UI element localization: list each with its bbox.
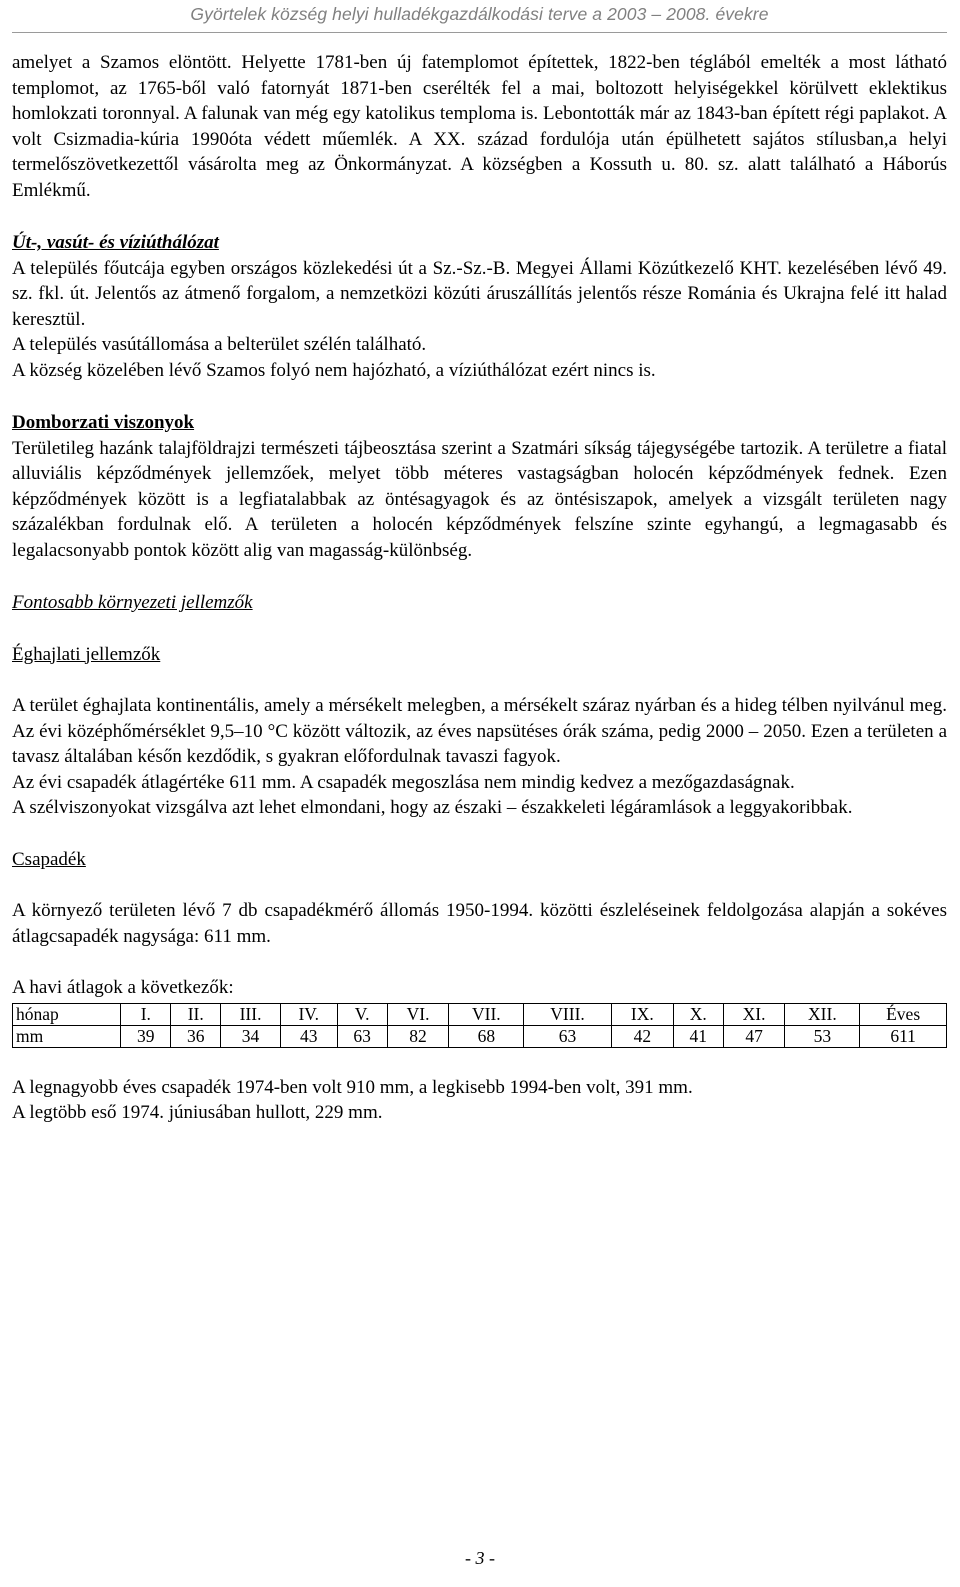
monthly-precip-table <box>12 1003 947 1048</box>
table-cell: 53 <box>785 1025 860 1047</box>
table-cell: 36 <box>171 1025 221 1047</box>
table-caption: A havi átlagok a következők: <box>12 977 234 998</box>
table-cell: III. <box>221 1003 281 1025</box>
table-cell: 34 <box>221 1025 281 1047</box>
transport-heading: Út-, vasút- és víziúthálózat <box>12 232 219 253</box>
table-cell: 41 <box>673 1025 723 1047</box>
table-cell: 43 <box>280 1025 337 1047</box>
precip-heading: Csapadék <box>12 848 86 870</box>
transport-paragraph-3: A község közelében lévő Szamos folyó nem hajózható, a víziúthálózat ezért nincs is. <box>12 359 656 381</box>
table-cell: mm <box>13 1025 121 1047</box>
table-cell: II. <box>171 1003 221 1025</box>
climate-paragraph-3: A szélviszonyokat vizsgálva azt lehet elmondani, hogy az északi – északkeleti légáramlások a leggyakoribbak. <box>12 797 853 818</box>
terrain-paragraph: Területileg hazánk talajföldrajzi természeti tájbeosztása szerint a Szatmári síkság tájegységébe tartozik. A területre a fiatal alluviális képződmények jellemzőek, melyet több méteres vastagságban holocén képződmények fednek. Ezen képződmények között is a legfiatalabbak az öntésagyagok és az öntésiszapok, amelyek a vizsgált területen nagy százalékban fordulnak elő. A területen a holocén képződmények felszíne szinte egyhangú, a legmagasabb és legalacsonyabb pontok között alig van magasság-különbség. <box>12 437 947 561</box>
table-cell: 82 <box>387 1025 449 1047</box>
terrain-section <box>12 410 947 563</box>
table-cell: Éves <box>860 1003 947 1025</box>
table-cell: 39 <box>121 1025 171 1047</box>
table-cell: X. <box>673 1003 723 1025</box>
table-cell: VII. <box>449 1003 524 1025</box>
table-cell: I. <box>121 1003 171 1025</box>
precip-paragraph-1: A környező területen lévő 7 db csapadékmérő állomás 1950-1994. közötti észleléseinek feldolgozása alapján a sokéves átlagcsapadék nagysága: 611 mm. <box>12 900 947 947</box>
transport-section <box>12 230 947 383</box>
transport-paragraph-2: A település vasútállomása a belterület szélén található. <box>12 334 427 355</box>
precip-paragraph-3: A legtöbb eső 1974. júniusában hullott, 229 mm. <box>12 1102 383 1123</box>
terrain-heading: Domborzati viszonyok <box>12 412 195 433</box>
table-cell: XII. <box>785 1003 860 1025</box>
climate-paragraph-1: A terület éghajlata kontinentális, amely a mérsékelt melegben, a mérsékelt száraz nyárban és a hideg télben nyilvánul meg. Az évi középhőmérséklet 9,5–10 °C között változik, az éves napsütéses órák száma, pedig 2000 – 2050. Ezen a területen a tavasz általában későn kezdődik, s gyakran előfordulnak tavaszi fagyok. <box>12 695 947 767</box>
precip-paragraph-2: A legnagyobb éves csapadék 1974-ben volt 910 mm, a legkisebb 1994-ben volt, 391 mm. <box>12 1076 693 1098</box>
table-row-mm <box>13 1025 947 1047</box>
table-cell: XI. <box>723 1003 785 1025</box>
table-cell: VIII. <box>524 1003 612 1025</box>
table-cell: 63 <box>524 1025 612 1047</box>
table-cell: VI. <box>387 1003 449 1025</box>
header-rule <box>12 32 947 33</box>
table-cell: IV. <box>280 1003 337 1025</box>
table-cell: hónap <box>13 1003 121 1025</box>
table-cell: IX. <box>611 1003 673 1025</box>
env-heading: Fontosabb környezeti jellemzők <box>12 592 253 613</box>
table-cell: V. <box>337 1003 387 1025</box>
page-number: - 3 - <box>465 1548 495 1568</box>
climate-heading: Éghajlati jellemzők <box>12 643 161 665</box>
transport-paragraph-1: A település főutcája egyben országos közlekedési út a Sz.-Sz.-B. Megyei Állami Közútkezelő KHT. kezelésében lévő 49. sz. fkl. út. Jelentős az átmenő forgalom, a nemzetközi közúti áruszállítás jelentős része Románia és Ukrajna felé itt halad keresztül. <box>12 257 947 330</box>
table-cell: 47 <box>723 1025 785 1047</box>
table-cell: 42 <box>611 1025 673 1047</box>
table-cell: 68 <box>449 1025 524 1047</box>
table-cell: 63 <box>337 1025 387 1047</box>
document-body <box>12 50 947 1126</box>
intro-paragraph: amelyet a Szamos elöntött. Helyette 1781-ben új fatemplomot építettek, 1822-ben téglából emelték a most látható templomot, az 1765-ből való fatornyát 1871-ben cserélték fel a mai, boltozott helyiségekkel körülvett eklektikus homlokzati toronnyal. A falunak van még egy katolikus temploma is. Lebontották már az 1843-ban épített régi paplakot. A volt Csizmadia-kúria 1990óta védett műemlék. A XX. század fordulója után épülhetett sajátos stílusban,a helyi termelőszövetkezettől vásárolta meg az Önkormányzat. A községben a Kossuth u. 80. sz. alatt található a Háborús Emlékmű. <box>12 52 947 201</box>
climate-paragraph-2: Az évi csapadék átlagértéke 611 mm. A csapadék megoszlása nem mindig kedvez a mezőgazdaságnak. <box>12 771 795 793</box>
table-cell: 611 <box>860 1025 947 1047</box>
running-header: Györtelek község helyi hulladékgazdálkodási terve a 2003 – 2008. évekre <box>190 4 769 24</box>
table-row-months <box>13 1003 947 1025</box>
